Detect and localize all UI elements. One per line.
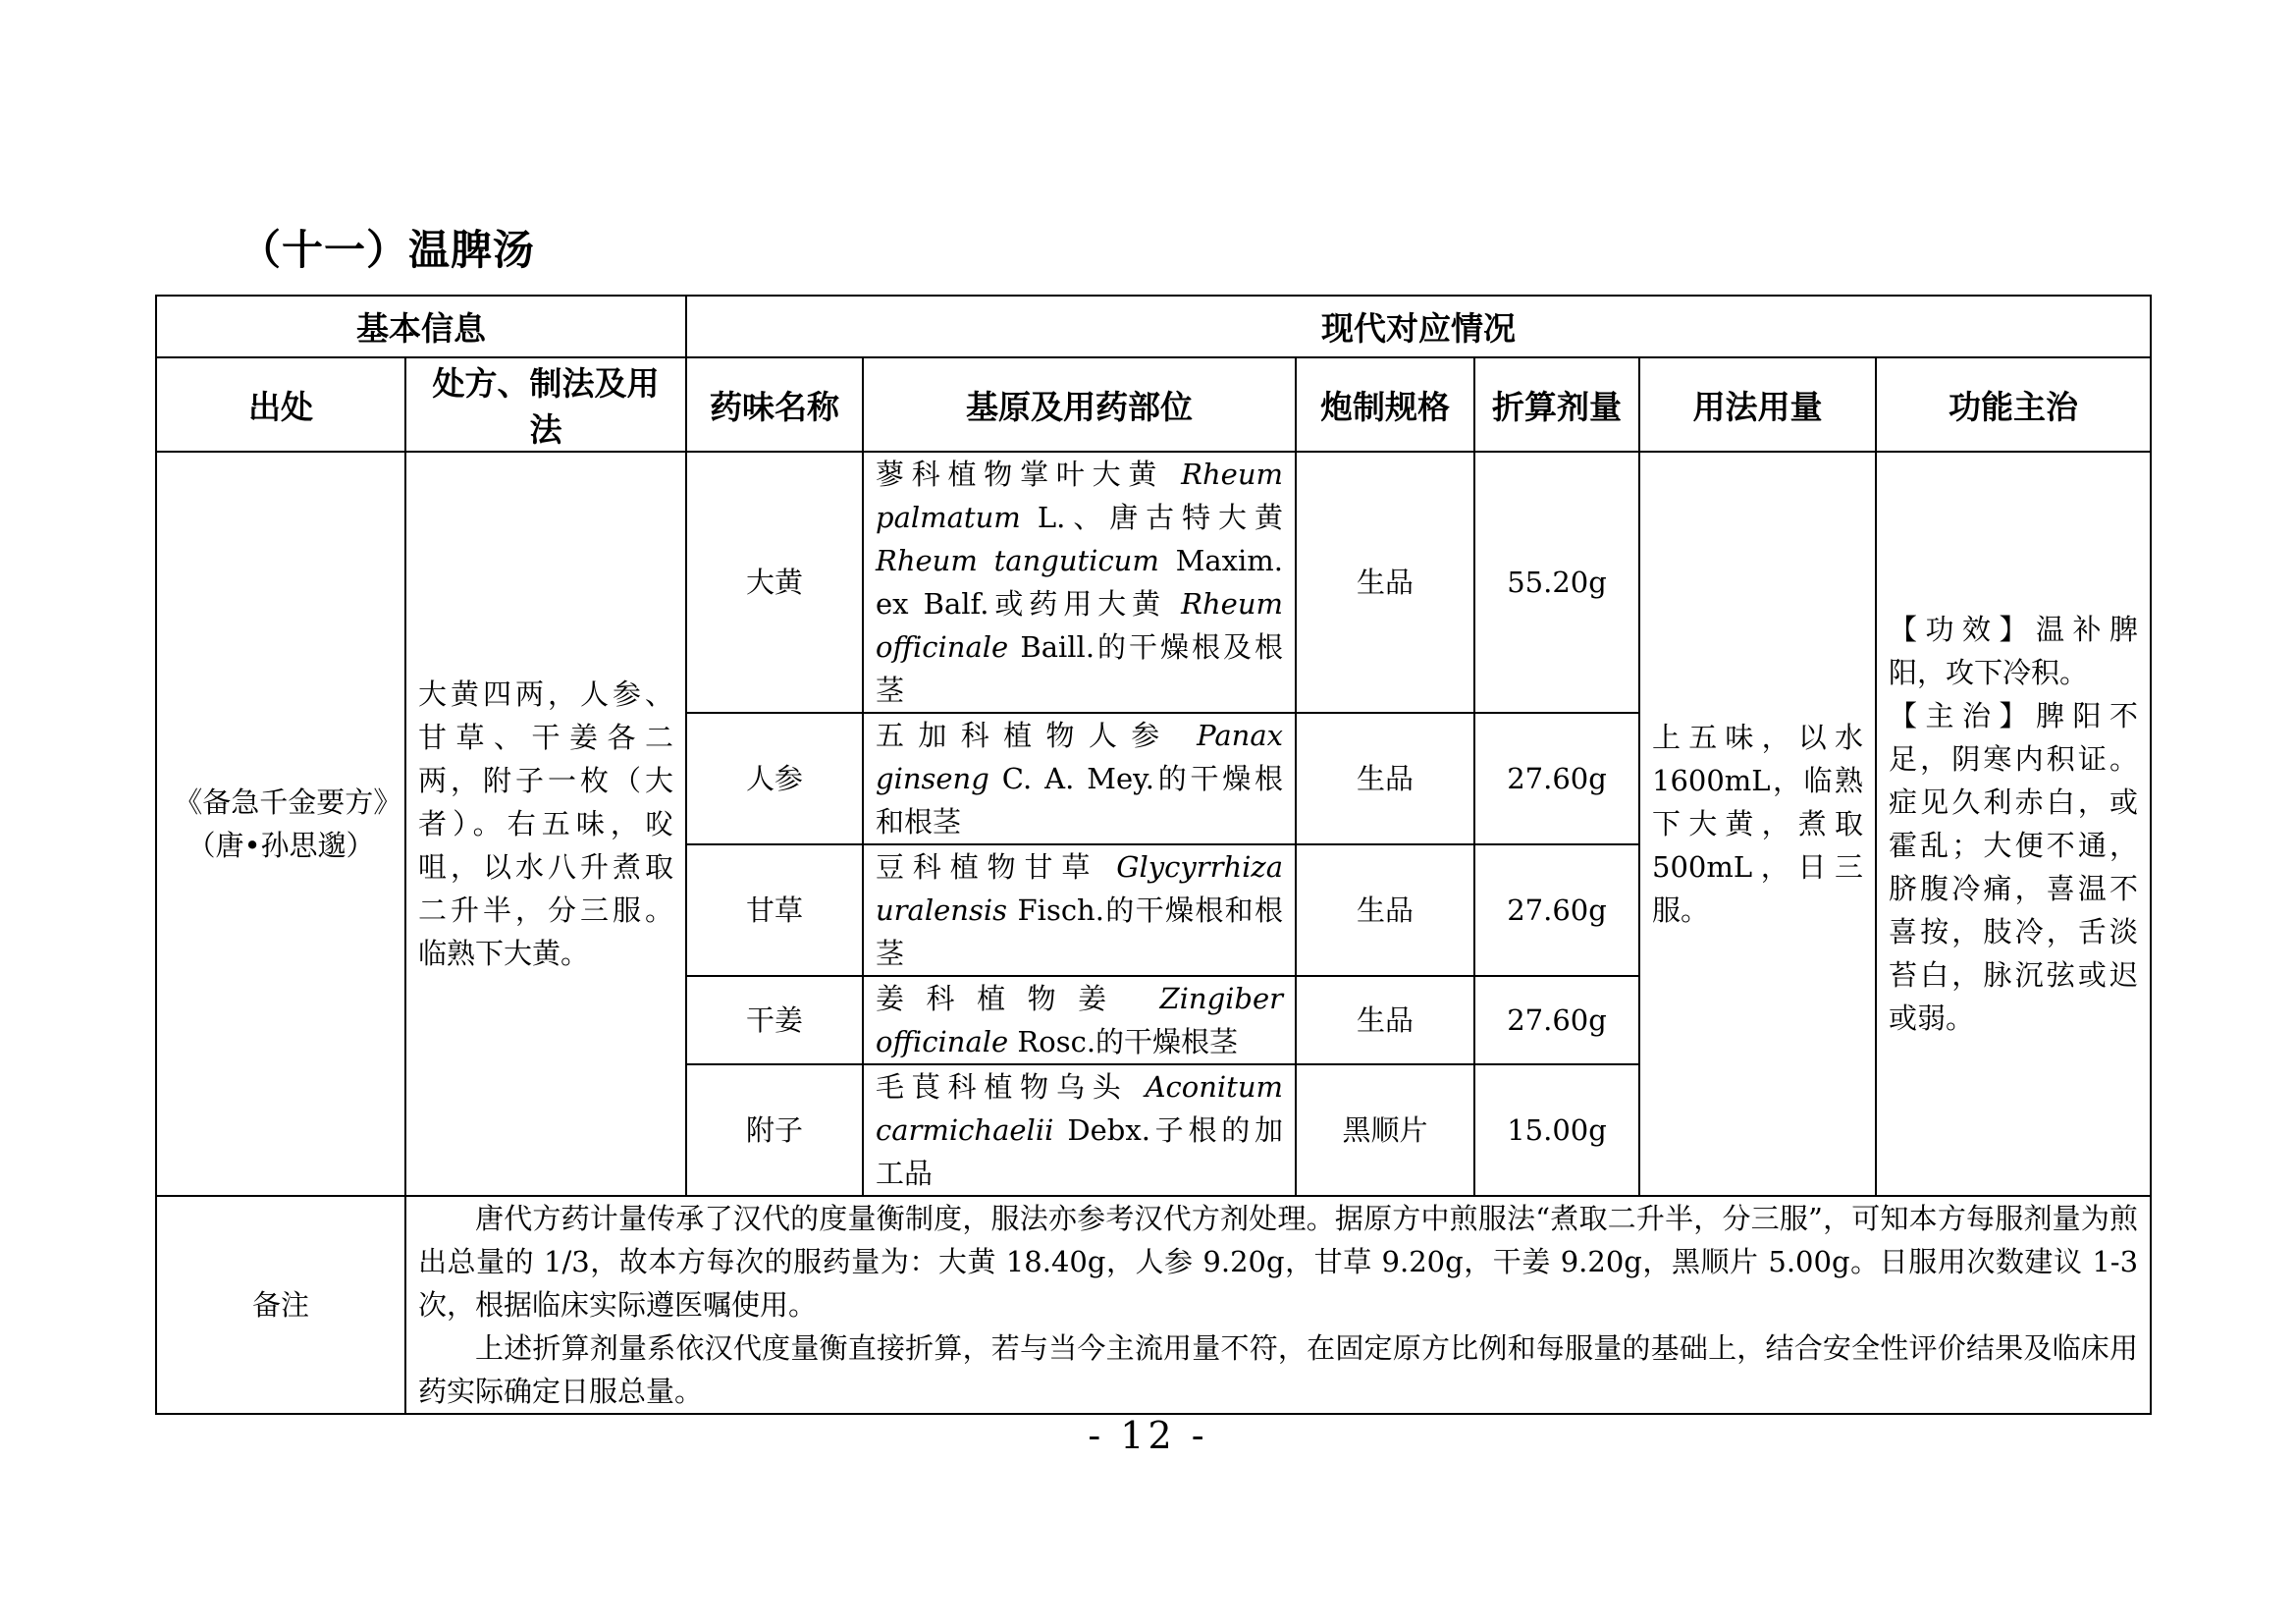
herb-processing: 生品 [1296,844,1474,976]
herb-origin: 五加科植物人参 Panax ginseng C. A. Mey.的干燥根和根茎 [863,713,1296,844]
herb-processing: 生品 [1296,713,1474,844]
remarks-paragraph: 唐代方药计量传承了汉代的度量衡制度，服法亦参考汉代方剂处理。据原方中煎服法“煮取二升半，分三服”，可知本方每服剂量为煎出总量的 1/3，故本方每次的服药量为：大黄 18.40g，人参 9.20g，甘草 9.20g，干姜 9.20g，黑顺片 5.00g。日服用次数建议 1-3 次，根据临床实际遵医嘱使用。 [418,1202,2139,1322]
herb-dose: 27.60g [1474,976,1639,1064]
herb-dose: 27.60g [1474,844,1639,976]
herb-dose: 15.00g [1474,1064,1639,1196]
function-cell [1876,452,2151,1196]
herb-name: 附子 [686,1064,863,1196]
herb-name: 大黄 [686,452,863,713]
herb-processing: 生品 [1296,452,1474,713]
page-title: （十一）温脾汤 [240,226,536,274]
usage-cell: 上五味，以水1600mL，临熟下大黄，煮取500mL，日三服。 [1639,452,1876,1196]
header-dose: 折算剂量 [1474,357,1639,452]
page-number: - 12 - [1088,1414,1208,1457]
remarks-row [156,1196,2151,1414]
header-function: 功能主治 [1876,357,2151,452]
header-herb-name: 药味名称 [686,357,863,452]
herb-origin: 豆科植物甘草 Glycyrrhiza uralensis Fisch.的干燥根和根茎 [863,844,1296,976]
header-processing: 炮制规格 [1296,357,1474,452]
herb-origin: 毛茛科植物乌头 Aconitum carmichaelii Debx.子根的加工品 [863,1064,1296,1196]
herb-name: 甘草 [686,844,863,976]
header-origin: 基原及用药部位 [863,357,1296,452]
header-source: 出处 [156,357,405,452]
herb-processing: 生品 [1296,976,1474,1064]
herb-origin: 姜科植物姜 Zingiber officinale Rosc.的干燥根茎 [863,976,1296,1064]
formula-table [155,295,2152,1415]
herb-name: 人参 [686,713,863,844]
header-modern-correspondence: 现代对应情况 [686,296,2151,357]
herb-name: 干姜 [686,976,863,1064]
function-indication: 【主治】脾阳不足，阴寒内积证。症见久利赤白，或霍乱；大便不通，脐腹冷痛，喜温不喜按，肢冷，舌淡苔白，脉沉弦或迟或弱。 [1889,699,2139,1035]
remarks-paragraph: 上述折算剂量系依汉代度量衡直接折算，若与当今主流用量不符，在固定原方比例和每服量的基础上，结合安全性评价结果及临床用药实际确定日服总量。 [418,1331,2139,1408]
herb-processing: 黑顺片 [1296,1064,1474,1196]
prescription-cell: 大黄四两，人参、甘草、干姜各二两，附子一枚（大者）。右五味，㕮咀，以水八升煮取二升半，分三服。临熟下大黄。 [405,452,686,1196]
function-effect: 【功效】温补脾阳，攻下冷积。 [1889,613,2139,689]
remarks-content [405,1196,2151,1414]
header-prescription: 处方、制法及用法 [405,357,686,452]
herb-dose: 55.20g [1474,452,1639,713]
source-cell: 《备急千金要方》（唐•孙思邈） [156,452,405,1196]
remarks-label: 备注 [156,1196,405,1414]
header-basic-info: 基本信息 [156,296,686,357]
herb-dose: 27.60g [1474,713,1639,844]
table-row [156,452,2151,713]
header-usage: 用法用量 [1639,357,1876,452]
herb-origin: 蓼科植物掌叶大黄 Rheum palmatum L.、唐古特大黄 Rheum tanguticum Maxim. ex Balf.或药用大黄 Rheum officinale Baill.的干燥根及根茎 [863,452,1296,713]
